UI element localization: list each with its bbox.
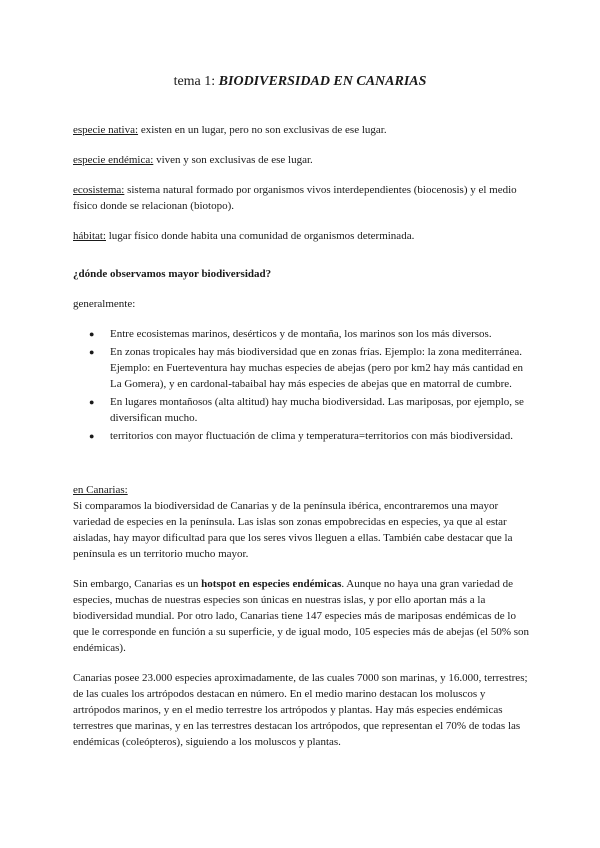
definition-especie-nativa: [73, 122, 533, 138]
definition-text: sistema natural formado por organismos vivos interdependientes (biocenosis) y el medio físico donde se relacionan (biotopo).: [73, 184, 517, 212]
section-intro: generalmente:: [73, 298, 136, 310]
title-prefix: tema 1:: [173, 74, 219, 89]
definition-ecosistema: [73, 182, 533, 214]
paragraph-text: . Aunque no haya una gran variedad de especies, muchas de nuestras especies son únicas en nuestras islas, y por ello aportan más a la biodiversidad mundial. Por otro lado, Canarias tiene 147 especies más de mariposas endémicas de lo que le corresponde en función a su superficie, y de igual modo, 105 especies más de abejas (el 50% son endémicas).: [73, 578, 530, 654]
definition-especie-endemica: [73, 152, 533, 168]
list-item: ● En zonas tropicales hay más biodiversidad que en zonas frías. Ejemplo: la zona mediterránea. Ejemplo: en Fuerteventura hay muchas especies de abejas (pero por km2 hay más cantidad en La Gomera), y en cardonal-tabaibal hay más especies de abejas que en matorral de cumbre.: [110, 344, 533, 392]
section-question: ¿dónde observamos mayor biodiversidad?: [73, 268, 272, 280]
document-body: [73, 122, 533, 764]
title-main: BIODIVERSIDAD EN CANARIAS: [218, 74, 427, 89]
definition-term: especie nativa:: [73, 124, 139, 136]
page-title: [0, 73, 600, 91]
list-item: ● territorios con mayor fluctuación de clima y temperatura=territorios con más biodiversidad.: [110, 428, 533, 444]
paragraph: Si comparamos la biodiversidad de Canarias y de la península ibérica, encontraremos una mayor variedad de especies en la península. Las islas son zonas empobrecidas en especies, ya que al estar aisladas, hay mayor dificultad para que los seres vivos lleguen a ellas. También cabe destacar que la península es un territorio mucho mayor.: [73, 500, 513, 560]
paragraph: Canarias posee 23.000 especies aproximadamente, de las cuales 7000 son marinas, y 16.000, terrestres; de las cuales los artrópodos destacan en número. En el medio marino destacan los moluscos y artrópodos marinos, y en el medio terrestre los artrópodos y plantas. Hay más especies endémicas terrestres que marinas, y en las terrestres destacan los artrópodos, que representan el 70% de todas las endémicas (coleópteros), siguiendo a los moluscos y plantas.: [73, 672, 528, 748]
section-heading: en Canarias:: [73, 484, 128, 496]
definition-term: especie endémica:: [73, 154, 154, 166]
canarias-section: [73, 482, 533, 750]
definition-text: lugar físico donde habita una comunidad de organismos determinada.: [106, 230, 415, 242]
list-item: ● En lugares montañosos (alta altitud) hay mucha biodiversidad. Las mariposas, por ejemplo, se diversifican mucho.: [110, 394, 533, 426]
paragraph-emphasis: hotspot en especies endémicas: [201, 578, 342, 590]
definition-term: hábitat:: [73, 230, 106, 242]
definition-term: ecosistema:: [73, 184, 125, 196]
definition-text: viven y son exclusivas de ese lugar.: [153, 154, 313, 166]
paragraph-text: Sin embargo, Canarias es un: [73, 578, 202, 590]
paragraph: [73, 576, 533, 656]
list-item: ● Entre ecosistemas marinos, desérticos y de montaña, los marinos son los más diversos.: [110, 326, 533, 342]
definition-text: existen en un lugar, pero no son exclusivas de ese lugar.: [138, 124, 387, 136]
definition-habitat: [73, 228, 533, 244]
bullet-list: [73, 326, 533, 444]
